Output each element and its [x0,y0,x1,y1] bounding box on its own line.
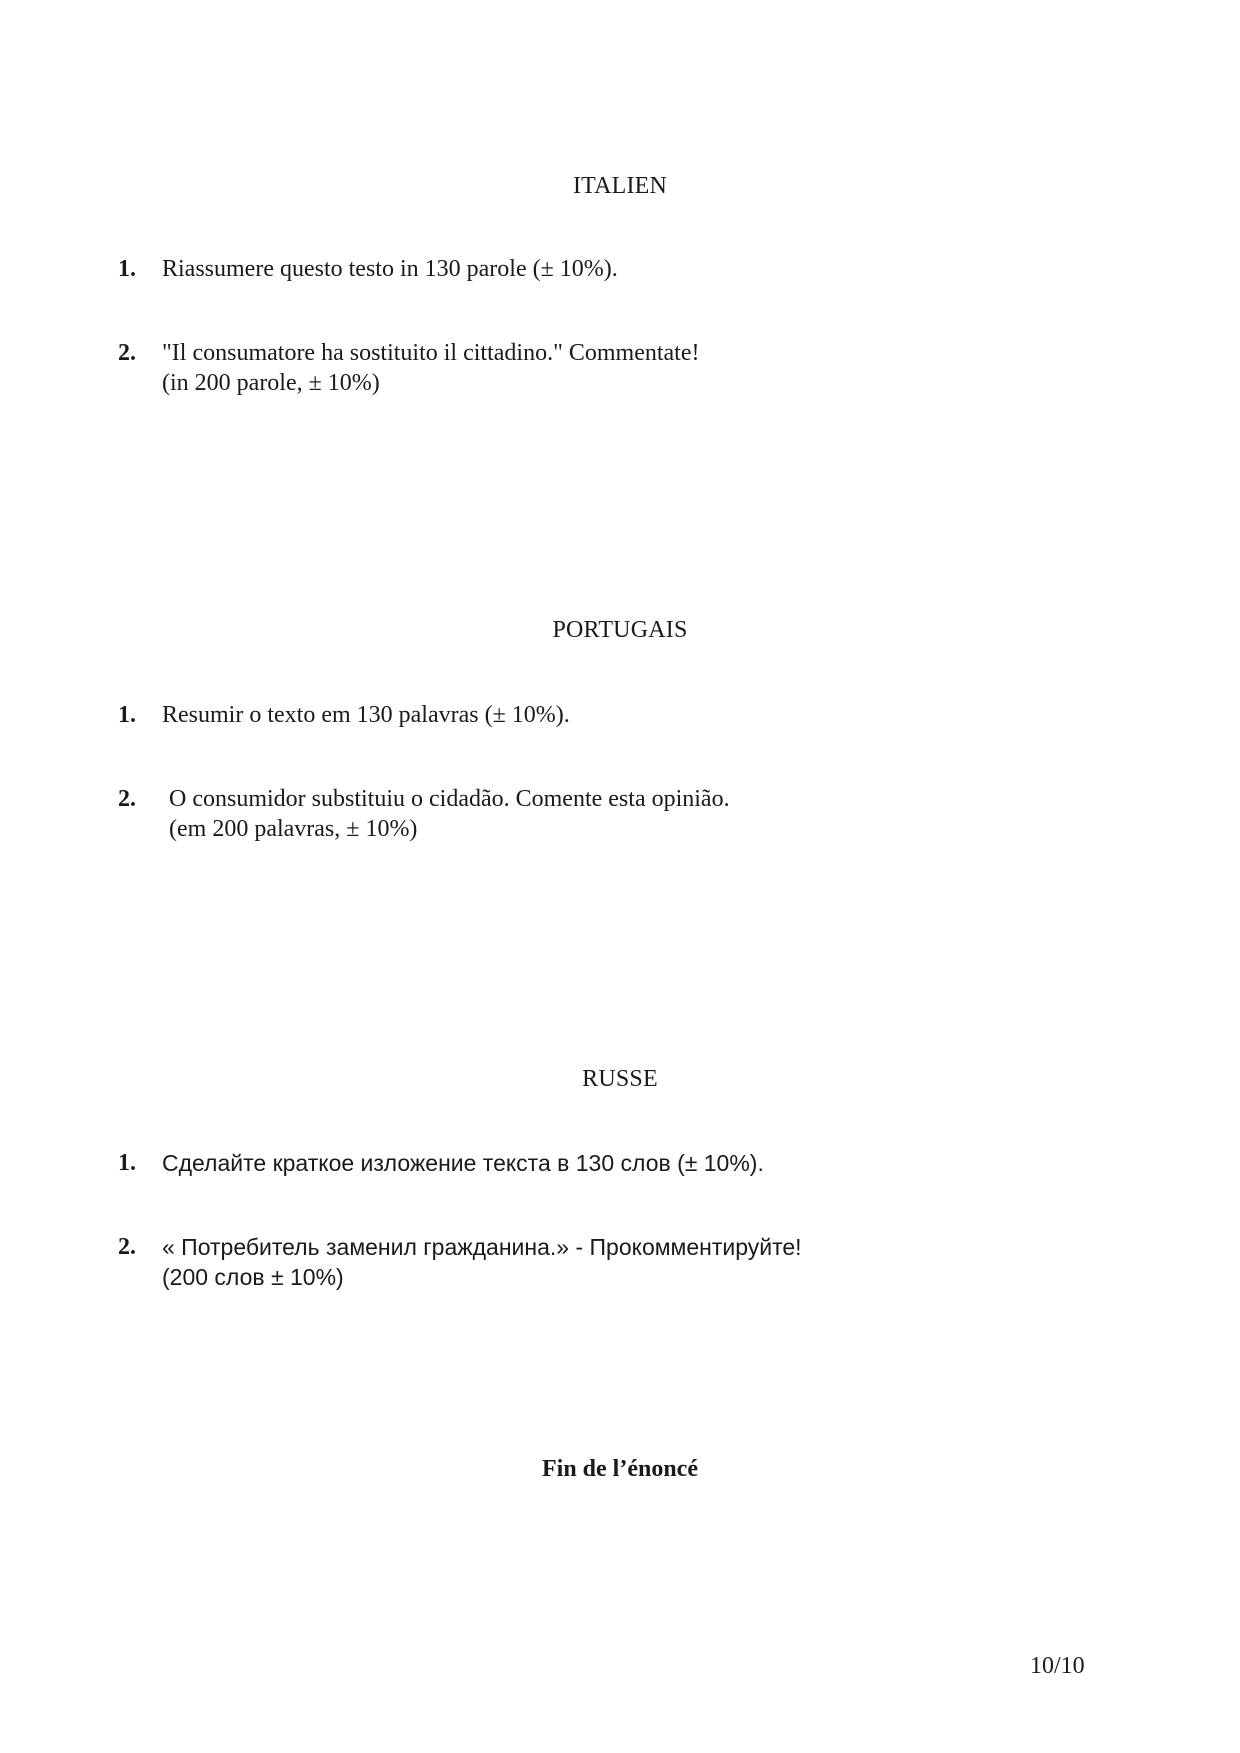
item-number: 2. [118,1234,136,1260]
item-line: « Потребитель заменил гражданина.» - Прокомментируйте! [162,1234,802,1260]
item-line: (in 200 parole, ± 10%) [162,370,380,396]
page-number: 10/10 [1030,1653,1085,1679]
item-text [162,1232,802,1292]
item-line: (200 слов ± 10%) [162,1264,344,1290]
item-number: 1. [118,702,136,728]
item-line: Riassumere questo testo in 130 parole (± 10%). [162,256,618,282]
item-number: 1. [118,1150,136,1176]
item-text [169,784,730,844]
end-note: Fin de l’énoncé [542,1456,698,1482]
section-title-italien: ITALIEN [572,173,668,199]
section-title-portugais: PORTUGAIS [552,617,688,643]
item-line: O consumidor substituiu o cidadão. Comente esta opinião. [169,786,730,812]
item-text [162,338,700,398]
item-text [162,1148,764,1178]
item-number: 2. [118,786,136,812]
item-number: 1. [118,256,136,282]
item-number: 2. [118,340,136,366]
item-text [162,700,570,730]
item-line: Сделайте краткое изложение текста в 130 слов (± 10%). [162,1150,764,1176]
item-line: Resumir o texto em 130 palavras (± 10%). [162,702,570,728]
item-line: "Il consumatore ha sostituito il cittadino." Commentate! [162,340,700,366]
item-text [162,254,618,284]
section-title-russe: RUSSE [582,1066,658,1092]
item-line: (em 200 palavras, ± 10%) [169,816,418,842]
